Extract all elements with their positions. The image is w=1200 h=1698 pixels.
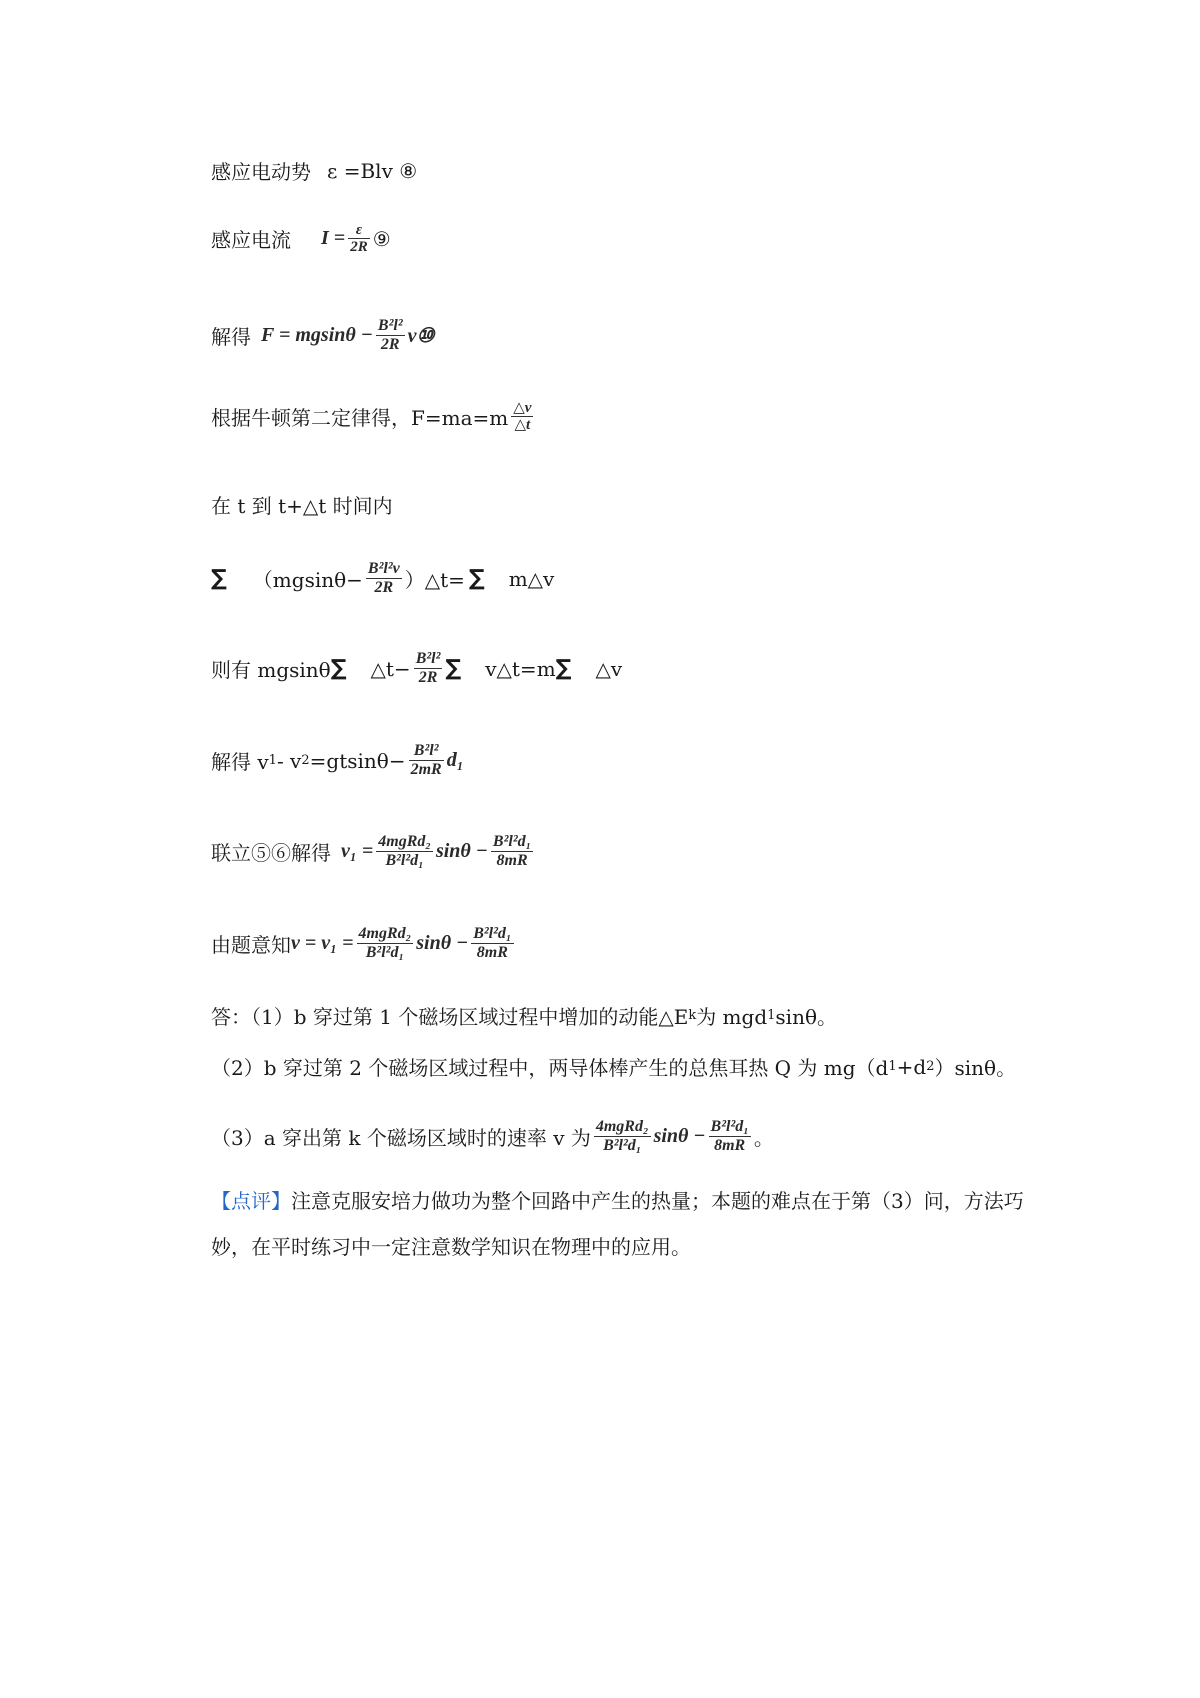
combined-frac1-den: B²l²d₁ (385, 852, 424, 869)
then-frac-den: 2R (418, 669, 438, 686)
vd-sub2: 2 (301, 753, 310, 768)
vd-frac-den: 2mR (410, 761, 442, 778)
sum-tail: m△v (508, 566, 555, 591)
emf-expression: ε =Blv ⑧ (327, 158, 418, 183)
force-lhs: F = mgsinθ − (261, 324, 373, 346)
current-lhs: I = (321, 227, 346, 249)
force-line (211, 317, 434, 354)
current-frac-den: 2R (350, 239, 368, 255)
vd-tail: d₁ (446, 749, 464, 771)
force-fraction (376, 317, 405, 354)
answer-2-post: ）sinθ。 (934, 1056, 1017, 1080)
meaning-lhs: v = v₁ = (291, 932, 354, 954)
meaning-frac2-num: B²l²d₁ (473, 925, 512, 942)
sigma-symbol: ∑ (211, 566, 227, 591)
combined-fraction-1 (376, 833, 433, 870)
newton-fraction (511, 400, 533, 433)
sigma-symbol: ∑ (468, 566, 485, 591)
current-line (211, 222, 391, 255)
answer-1-post: sinθ。 (775, 1005, 838, 1029)
answer-3-fraction-1 (594, 1118, 651, 1155)
comment-paragraph (211, 1178, 1031, 1270)
combined-fraction-2 (491, 833, 533, 870)
answer-2-sub1: 1 (888, 1059, 897, 1074)
answer-3 (211, 1118, 774, 1155)
answer-1-sub: k (688, 1008, 697, 1023)
combined-frac1-num: 4mgRd₂ (378, 833, 431, 850)
sum-open: （mgsinθ− (252, 568, 363, 592)
answer-2-pre: （2）b 穿过第 2 个磁场区域过程中，两导体棒产生的总焦耳热 Q 为 mg（d (211, 1056, 889, 1080)
answer-3-pre: （3）a 穿出第 k 个磁场区域时的速率 v 为 (211, 1126, 591, 1150)
combined-line (211, 833, 536, 870)
vd-frac-num: B²l² (413, 742, 439, 759)
sigma-symbol: ∑ (445, 656, 462, 681)
newton-text: 根据牛顿第二定律得，F=ma=m (211, 406, 509, 430)
meaning-fraction-1 (357, 925, 414, 962)
current-tag: ⑨ (372, 226, 391, 251)
answer-1 (211, 1001, 837, 1030)
answer-2-sub2: 2 (926, 1059, 935, 1074)
emf-line (211, 156, 417, 185)
sigma-symbol: ∑ (555, 656, 572, 681)
meaning-frac1-num: 4mgRd₂ (358, 925, 412, 942)
emf-label: 感应电动势 (211, 160, 311, 184)
combined-lhs: v₁ = (341, 840, 374, 862)
combined-frac2-num: B²l²d₁ (492, 833, 532, 850)
velocity-diff-line (211, 742, 464, 779)
then-fraction (414, 650, 443, 687)
interval-line (211, 490, 393, 519)
vd-fraction (409, 742, 444, 779)
answer-1-pre: 答：（1）b 穿过第 1 个磁场区域过程中增加的动能△E (211, 1005, 689, 1029)
newton-frac-num: △v (513, 400, 532, 416)
force-frac-num: B²l² (377, 317, 403, 334)
current-label: 感应电流 (211, 228, 291, 252)
answer-3-frac1-den: B²l²d₁ (603, 1137, 642, 1154)
sum-close: ）△t= (404, 568, 465, 592)
force-tail: v⑩ (407, 325, 435, 347)
combined-label: 联立⑤⑥解得 (211, 841, 331, 865)
then-mid: △t− (370, 656, 411, 681)
meaning-frac1-den: B²l²d₁ (365, 944, 405, 961)
sum-line (211, 560, 554, 597)
sum-frac-den: 2R (374, 579, 394, 596)
comment-text: 注意克服安培力做功为整个回路中产生的热量；本题的难点在于第（3）问，方法巧妙，在平时练习中一定注意数学知识在物理中的应用。 (211, 1189, 1024, 1259)
meaning-mid: sinθ − (416, 932, 469, 954)
vd-label: 解得 v (211, 750, 269, 774)
current-fraction (348, 222, 370, 255)
then-line (211, 650, 622, 687)
combined-mid: sinθ − (435, 840, 488, 862)
vd-minus: - v (276, 748, 302, 773)
sum-fraction (366, 560, 402, 597)
sigma-symbol: ∑ (330, 656, 347, 681)
meaning-fraction-2 (471, 925, 513, 962)
answer-1-mid: 为 mgd (696, 1005, 768, 1029)
then-tail: △v (595, 656, 623, 681)
newton-line (211, 400, 536, 433)
newton-frac-den: △t (514, 417, 531, 433)
answer-3-post: 。 (753, 1126, 774, 1150)
vd-eq: =gtsinθ− (309, 748, 406, 773)
force-frac-den: 2R (380, 336, 400, 353)
answer-2 (211, 1052, 1016, 1081)
meaning-line (211, 925, 517, 962)
answer-1-sub2: 1 (767, 1008, 776, 1023)
then-label: 则有 mgsinθ (211, 658, 331, 682)
then-frac-num: B²l² (415, 650, 441, 667)
answer-3-frac2-den: 8mR (714, 1137, 746, 1154)
answer-3-mid: sinθ − (653, 1125, 706, 1147)
combined-frac2-den: 8mR (496, 852, 528, 869)
comment-tag: 【点评】 (211, 1189, 291, 1213)
current-frac-num: ε (355, 222, 363, 238)
answer-3-fraction-2 (709, 1118, 751, 1155)
answer-3-frac2-num: B²l²d₁ (710, 1118, 749, 1135)
meaning-label: 由题意知 (211, 933, 291, 957)
meaning-frac2-den: 8mR (476, 944, 508, 961)
then-mid2: v△t=m (485, 656, 556, 681)
sum-frac-num: B²l²v (367, 560, 400, 577)
force-label: 解得 (211, 325, 251, 349)
vd-sub1: 1 (268, 753, 277, 768)
interval-text: 在 t 到 t+△t 时间内 (211, 494, 393, 518)
answer-3-frac1-num: 4mgRd₂ (595, 1118, 649, 1135)
answer-2-mid: +d (896, 1054, 927, 1079)
